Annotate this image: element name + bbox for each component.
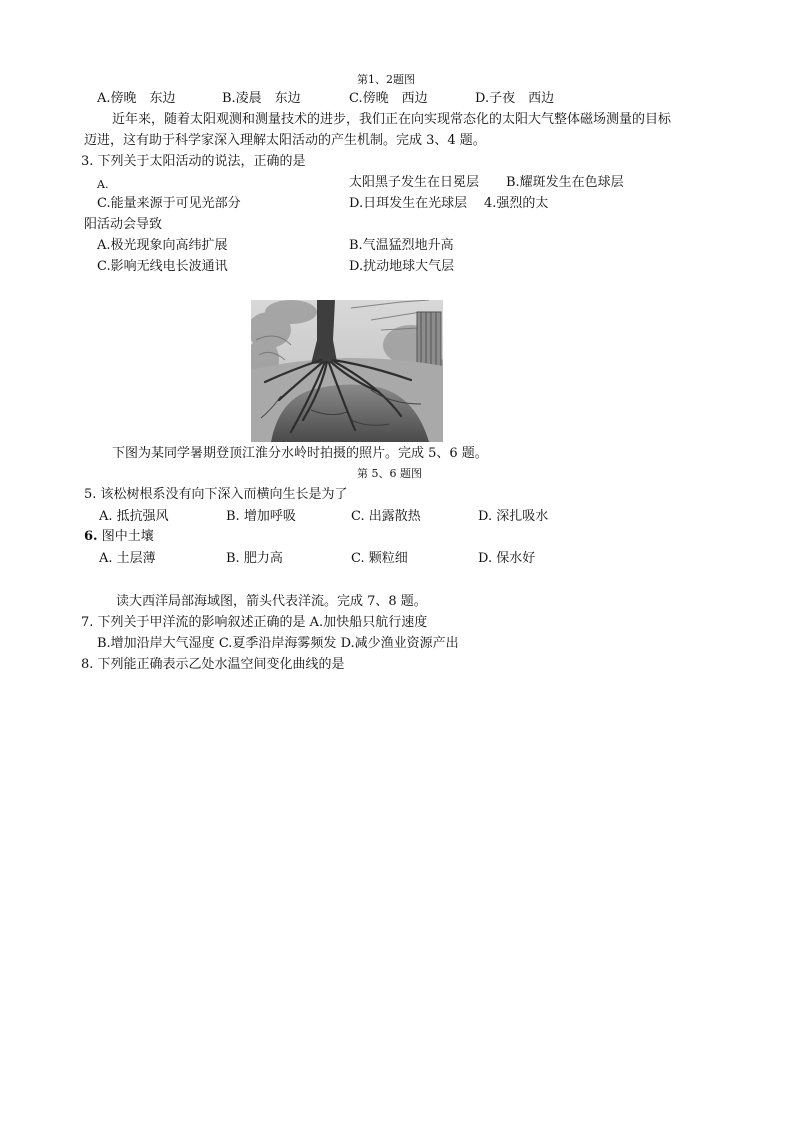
q2-option-b: B.凌晨 东边 (222, 91, 301, 106)
q4-option-c: C.影响无线电长波通讯 (97, 259, 228, 274)
q8-stem: 8. 下列能正确表示乙处水温空间变化曲线的是 (81, 657, 345, 672)
q7-stem: 7. 下列关于甲洋流的影响叙述正确的是 A.加快船只航行速度 (81, 615, 428, 630)
intro-q7-8: 读大西洋局部海域图，箭头代表洋流。完成 7、8 题。 (116, 594, 427, 609)
q5-stem: 5. 该松树根系没有向下深入而横向生长是为了 (84, 487, 348, 502)
intro-q3-4-line1: 近年来，随着太阳观测和测量技术的进步，我们正在向实现常态化的太阳大气整体磁场测量的目标 (112, 112, 672, 127)
intro-q3-4-line2: 迈进，这有助于科学家深入理解太阳活动的产生机制。完成 3、4 题。 (84, 133, 486, 148)
q4-option-a: A.极光现象向高纬扩展 (97, 238, 228, 253)
q4-stem-part2: 阳活动会导致 (84, 217, 163, 232)
q3-option-b: B.耀斑发生在色球层 (506, 175, 624, 190)
q6-number: 6. (84, 529, 98, 544)
q4-option-d: D.扰动地球大气层 (349, 259, 455, 274)
q5-option-c: C. 出露散热 (351, 509, 421, 524)
q2-option-c: C.傍晚 西边 (349, 91, 428, 106)
figure-caption-q1-2: 第1、2题图 (357, 73, 415, 86)
q5-option-b: B. 增加呼吸 (226, 509, 296, 524)
q3-option-a-label: A. (97, 178, 109, 191)
q3-option-a-text: 太阳黑子发生在日冕层 (349, 175, 480, 190)
figure-caption-q5-6: 第 5、6 题图 (357, 467, 422, 480)
q6-option-d: D. 保水好 (478, 551, 536, 566)
q7-options-line2: B.增加沿岸大气湿度 C.夏季沿岸海雾频发 D.减少渔业资源产出 (97, 636, 459, 651)
q6-option-a: A. 土层薄 (99, 551, 156, 566)
q2-option-a: A.傍晚 东边 (97, 91, 176, 106)
q3-stem: 3. 下列关于太阳活动的说法，正确的是 (81, 154, 306, 169)
q6-option-b: B. 肥力高 (226, 551, 283, 566)
q4-stem-part1: 4.强烈的太 (484, 196, 549, 211)
intro-q5-6: 下图为某同学暑期登顶江淮分水岭时拍摄的照片。完成 5、6 题。 (112, 446, 488, 461)
q4-option-b: B.气温猛烈地升高 (349, 238, 454, 253)
q3-option-d: D.日珥发生在光球层 (349, 196, 468, 211)
q6-stem-text: 图中土壤 (97, 529, 154, 544)
q6-stem (84, 529, 154, 545)
q2-option-d: D.子夜 西边 (475, 91, 555, 106)
q3-option-c: C.能量来源于可见光部分 (97, 196, 241, 211)
q5-option-a: A. 抵抗强风 (99, 509, 169, 524)
pine-tree-roots-photo (251, 300, 443, 442)
q6-option-c: C. 颗粒细 (351, 551, 408, 566)
q5-option-d: D. 深扎吸水 (478, 509, 549, 524)
